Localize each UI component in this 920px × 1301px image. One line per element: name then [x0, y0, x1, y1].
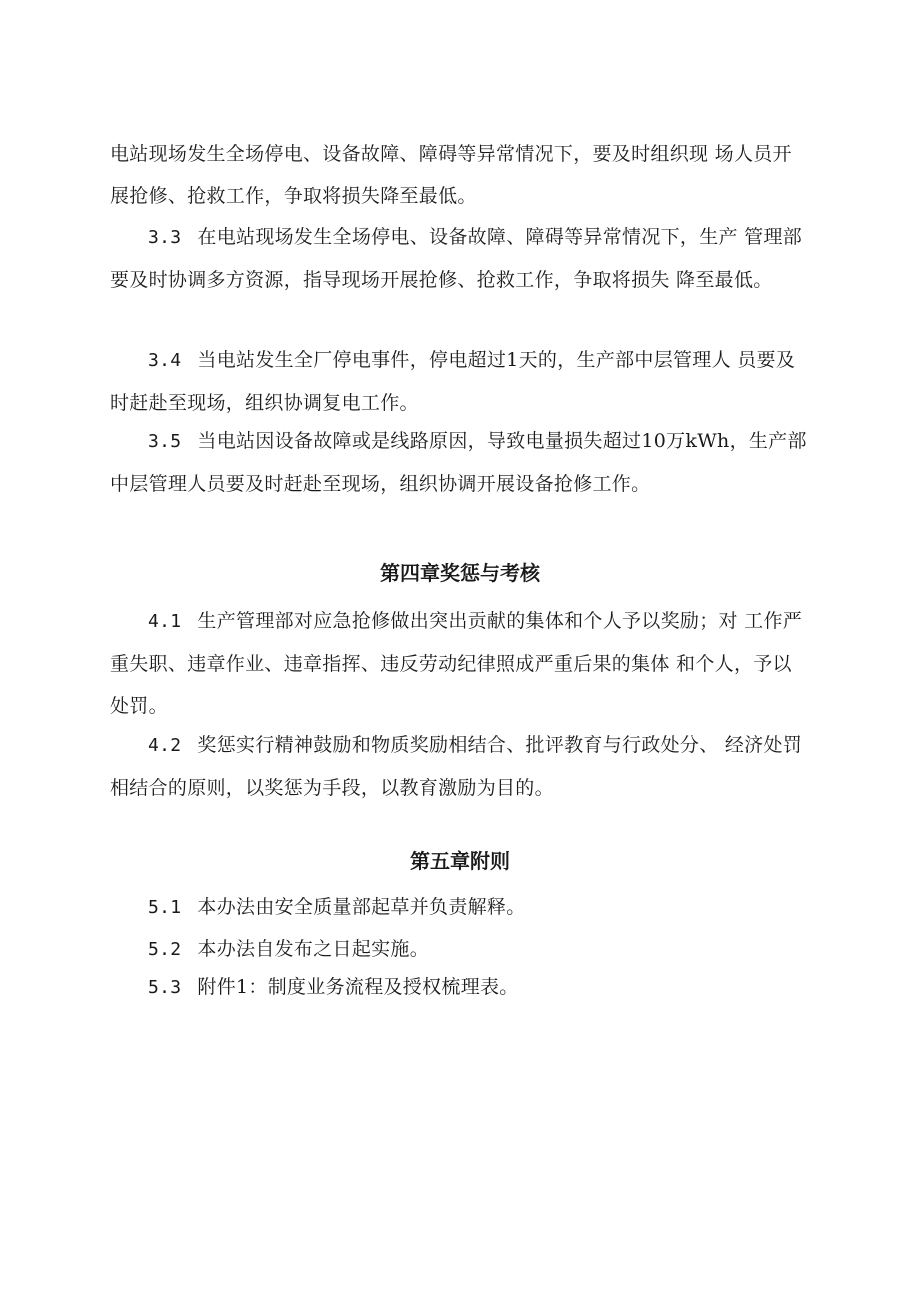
paragraph-3-5 — [110, 420, 810, 505]
paragraph-4-2 — [110, 724, 810, 809]
clause-number: 3.5 — [148, 431, 182, 452]
paragraph-5-2 — [110, 928, 810, 971]
paragraph-5-3 — [110, 966, 810, 1009]
clause-text: 附件1：制度业务流程及授权梳理表。 — [197, 976, 519, 998]
paragraph-4-1 — [110, 600, 810, 727]
paragraph-text: 电站现场发生全场停电、设备故障、障碍等异常情况下，要及时组织现 场人员开展抢修、抢救工作，争取将损失降至最低。 — [110, 143, 792, 207]
chapter-5-title: 第五章附则 — [410, 849, 510, 873]
paragraph-continuation — [110, 133, 810, 217]
clause-text: 在电站现场发生全场停电、设备故障、障碍等异常情况下，生产 管理部要及时协调多方资源，指导现场开展抢修、抢救工作，争取将损失 降至最低。 — [110, 226, 803, 291]
clause-text: 本办法自发布之日起实施。 — [197, 938, 430, 960]
clause-text: 奖惩实行精神鼓励和物质奖励相结合、批评教育与行政处分、 经济处罚相结合的原则，以奖惩为手段，以教育激励为目的。 — [110, 734, 803, 799]
clause-number: 3.4 — [148, 350, 182, 371]
clause-number: 5.3 — [148, 977, 182, 998]
chapter-4-title: 第四章奖惩与考核 — [380, 561, 540, 585]
paragraph-3-3 — [110, 216, 810, 301]
clause-number: 5.2 — [148, 939, 182, 960]
clause-text: 当电站因设备故障或是线路原因，导致电量损失超过10万kWh，生产部中层管理人员要及时赶赴至现场，组织协调开展设备抢修工作。 — [110, 430, 807, 495]
paragraph-5-1 — [110, 886, 810, 929]
paragraph-3-4 — [110, 339, 810, 424]
clause-number: 5.1 — [148, 897, 182, 918]
clause-number: 4.1 — [148, 611, 182, 632]
clause-text: 本办法由安全质量部起草并负责解释。 — [197, 896, 526, 918]
clause-text: 当电站发生全厂停电事件，停电超过1天的，生产部中层管理人 员要及时赶赴至现场，组织协调复电工作。 — [110, 349, 796, 414]
clause-number: 4.2 — [148, 735, 182, 756]
clause-number: 3.3 — [148, 227, 182, 248]
clause-text: 生产管理部对应急抢修做出突出贡献的集体和个人予以奖励；对 工作严重失职、违章作业、违章指挥、违反劳动纪律照成严重后果的集体 和个人，予以处罚。 — [110, 610, 803, 717]
